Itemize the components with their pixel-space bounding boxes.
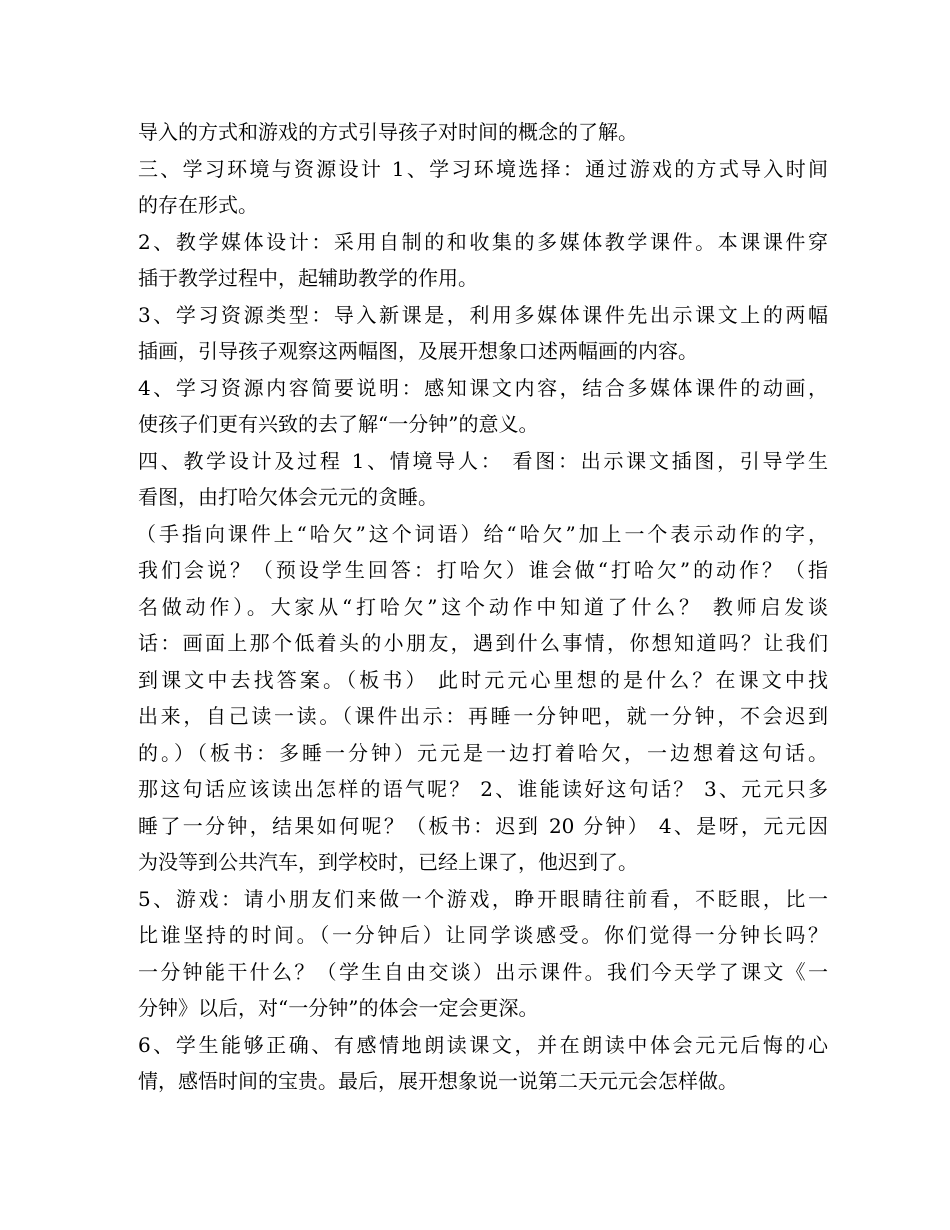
text-line: 比谁坚持的时间。（一分钟后）让同学谈感受。你们觉得一分钟长吗？	[138, 923, 828, 947]
text-line: 的存在形式。	[138, 193, 258, 217]
text-line: 6、学生能够正确、有感情地朗读课文，并在朗读中体会元元后悔的心	[138, 1032, 828, 1057]
text-line: 出来，自己读一读。（课件出示：再睡一分钟吧，就一分钟，不会迟到	[138, 704, 828, 728]
text-line: 分钟》以后，对“一分钟”的体会一定会更深。	[138, 996, 539, 1020]
text-line: 一分钟能干什么？（学生自由交谈）出示课件。我们今天学了课文《一	[138, 959, 828, 984]
text-line: 使孩子们更有兴致的去了解“一分钟”的意义。	[138, 412, 539, 436]
text-line: 插于教学过程中，起辅助教学的作用。	[138, 266, 478, 290]
text-line: 3、学习资源类型：导入新课是，利用多媒体课件先出示课文上的两幅	[138, 302, 828, 327]
text-line: 导入的方式和游戏的方式引导孩子对时间的概念的了解。	[138, 120, 638, 144]
text-line: 插画，引导孩子观察这两幅图，及展开想象口述两幅画的内容。	[138, 339, 698, 363]
text-line: 2、教学媒体设计：采用自制的和收集的多媒体教学课件。本课课件穿	[138, 229, 828, 254]
text-line: 的。）（板书：多睡一分钟）元元是一边打着哈欠，一边想着这句话。	[138, 740, 828, 765]
text-line: 到课文中去找答案。（板书） 此时元元心里想的是什么？在课文中找	[138, 667, 828, 692]
text-line: 三、学习环境与资源设计 1、学习环境选择：通过游戏的方式导入时间	[138, 156, 828, 181]
text-line: 4、学习资源内容简要说明：感知课文内容，结合多媒体课件的动画，	[138, 375, 828, 400]
text-line: 5、游戏：请小朋友们来做一个游戏，睁开眼睛往前看，不眨眼，比一	[138, 886, 828, 911]
text-line: 睡了一分钟，结果如何呢？（板书：迟到 20 分钟） 4、是呀，元元因	[138, 813, 828, 838]
text-line: 情，感悟时间的宝贵。最后，展开想象说一说第二天元元会怎样做。	[138, 1069, 738, 1093]
text-line: 我们会说？（预设学生回答：打哈欠）谁会做“打哈欠”的动作？（指	[138, 558, 828, 582]
text-line: 名做动作）。大家从“打哈欠”这个动作中知道了什么？ 教师启发谈	[138, 594, 828, 619]
text-line: 为没等到公共汽车，到学校时，已经上课了，他迟到了。	[138, 850, 638, 874]
text-line: 四、教学设计及过程 1、情境导人： 看图：出示课文插图，引导学生	[138, 448, 828, 473]
text-line: 看图，由打哈欠体会元元的贪睡。	[138, 485, 438, 509]
text-line: 话：画面上那个低着头的小朋友，遇到什么事情，你想知道吗？让我们	[138, 631, 828, 655]
text-line: （手指向课件上“哈欠”这个词语）给“哈欠”加上一个表示动作的字，	[136, 521, 828, 546]
document-body	[138, 114, 828, 1100]
text-line: 那这句话应该读出怎样的语气呢？ 2、谁能读好这句话？ 3、元元只多	[138, 777, 828, 801]
